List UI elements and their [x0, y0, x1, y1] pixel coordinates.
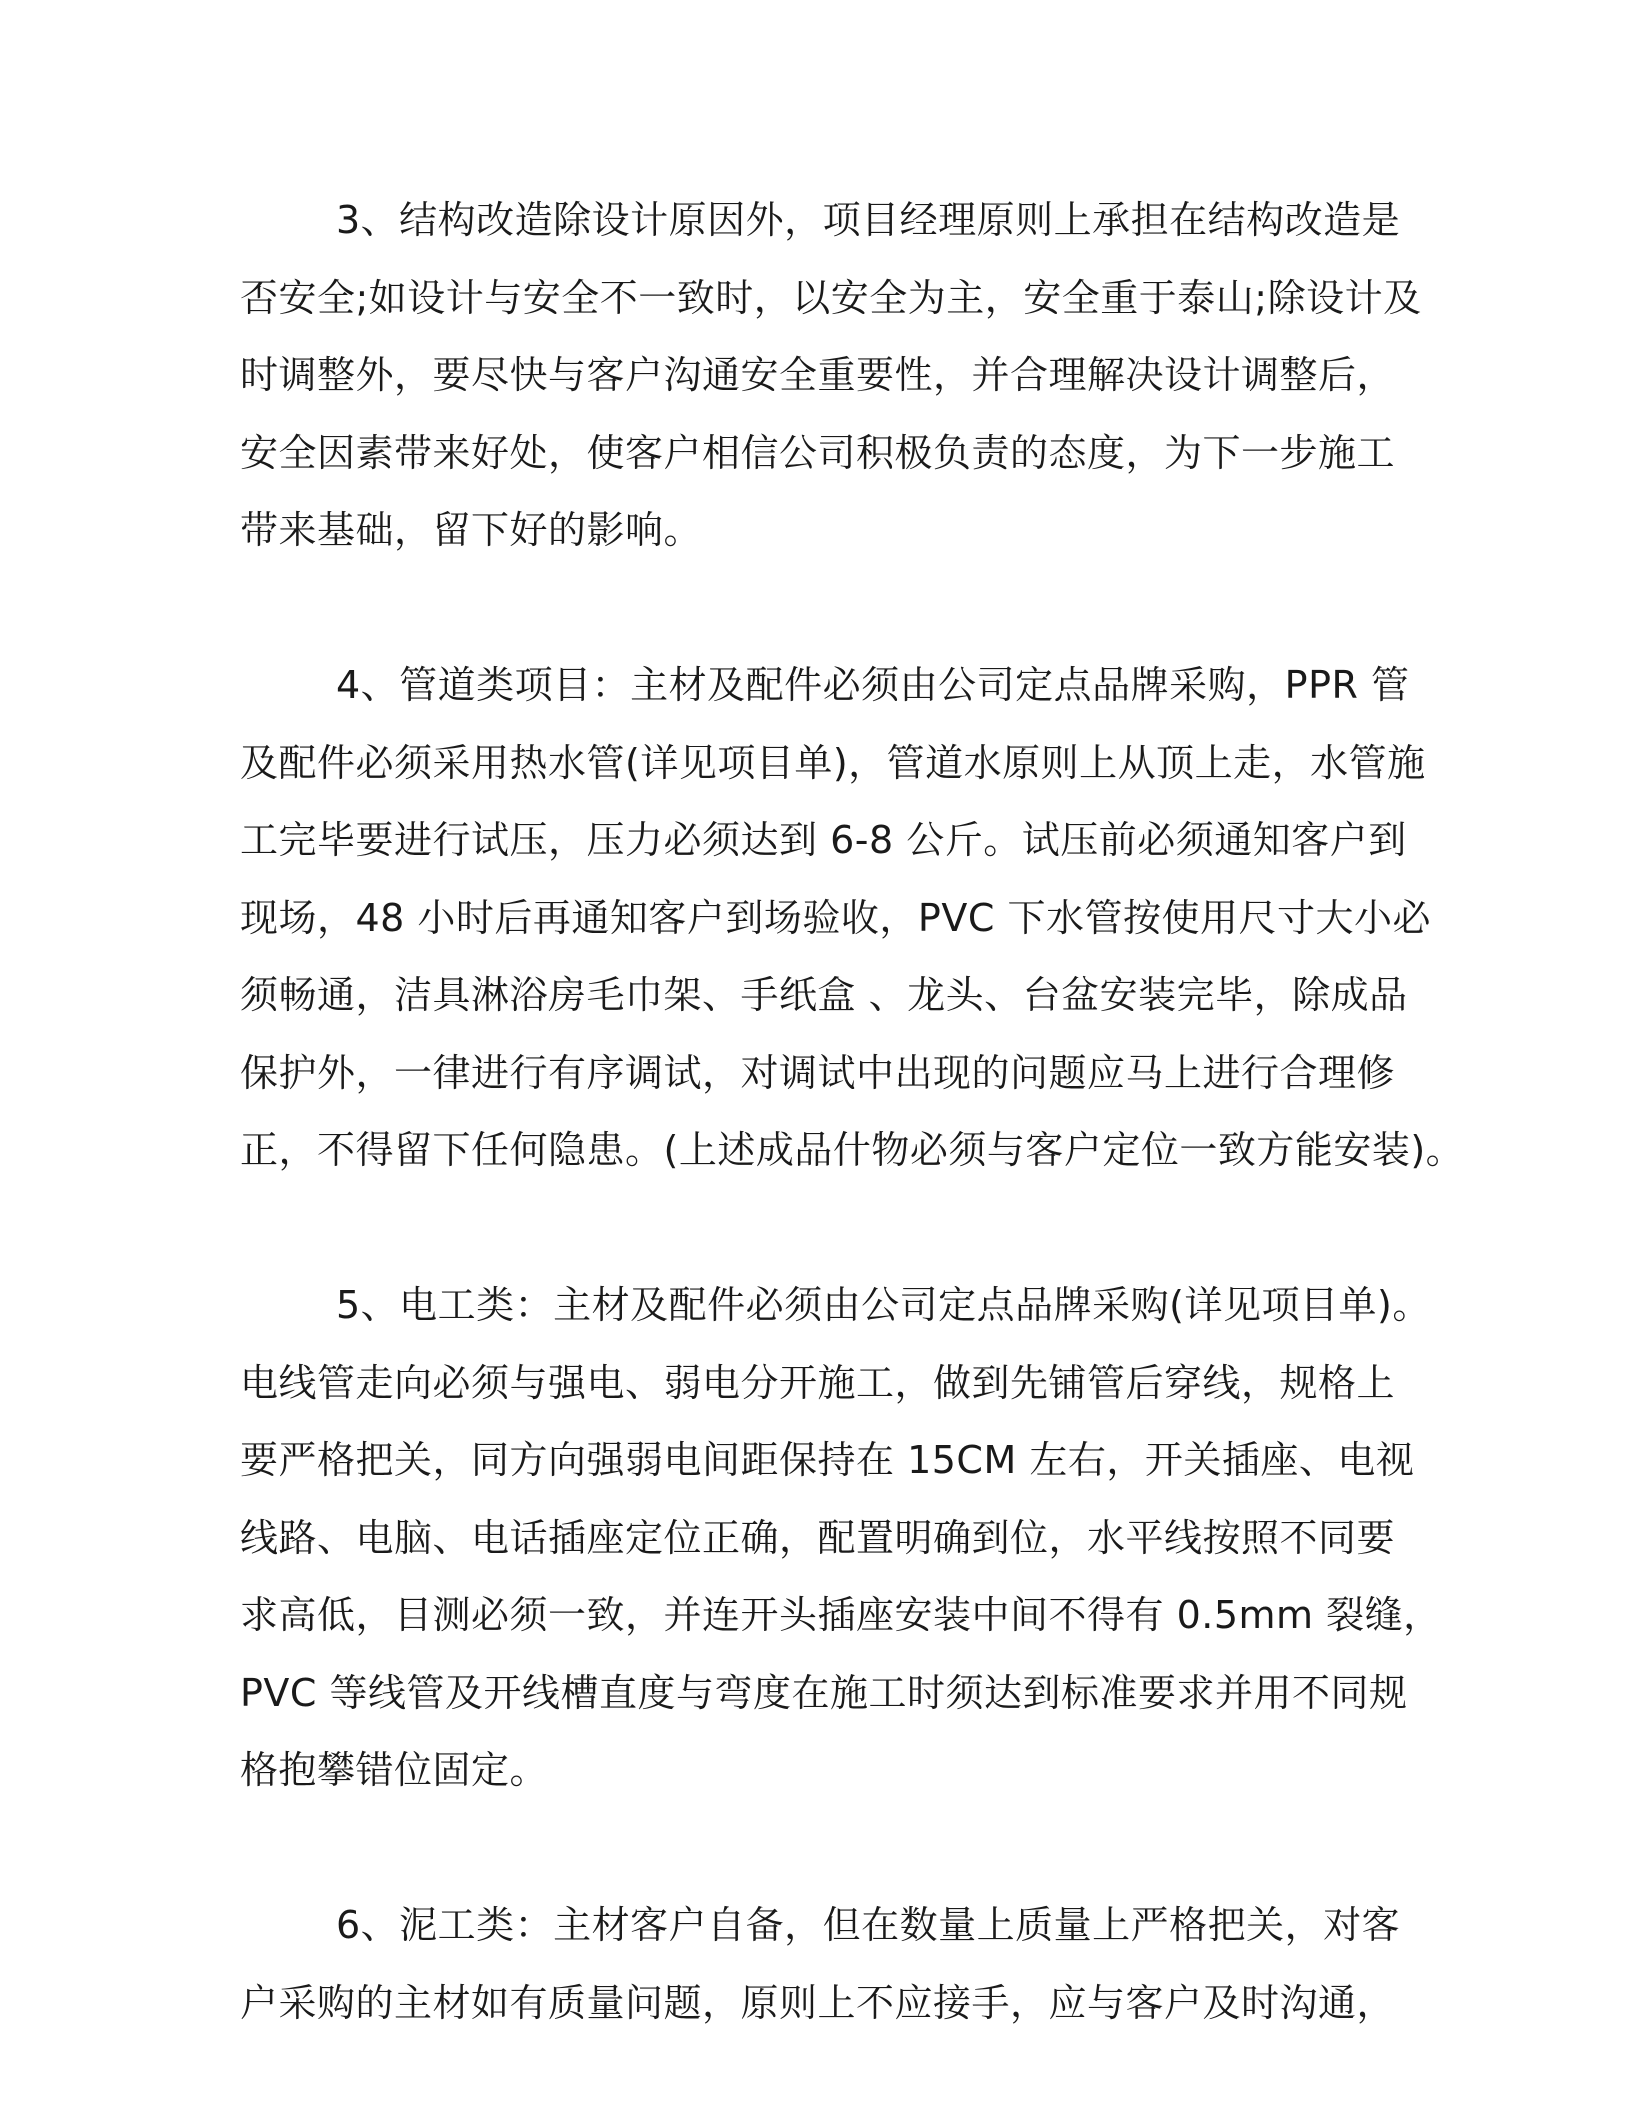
paragraph-line: 须畅通，洁具淋浴房毛巾架、手纸盒 、龙头、台盆安装完毕，除成品: [240, 973, 1408, 1017]
paragraph-4: [240, 655, 1465, 1198]
paragraph-5: [240, 1275, 1442, 1818]
paragraph-line: 要严格把关，同方向强弱电间距保持在 15CM 左右，开关插座、电视: [240, 1438, 1415, 1482]
paragraph-line: 格抱攀错位固定。: [240, 1748, 549, 1792]
paragraph-line: PVC 等线管及开线槽直度与弯度在施工时须达到标准要求并用不同规: [240, 1670, 1408, 1715]
paragraph-line: 工完毕要进行试压，压力必须达到 6-8 公斤。试压前必须通知客户到: [240, 818, 1407, 862]
paragraph-line: 否安全;如设计与安全不一致时，以安全为主，安全重于泰山;除设计及: [240, 275, 1422, 320]
paragraph-line: 时调整外，要尽快与客户沟通安全重要性，并合理解决设计调整后，: [240, 353, 1396, 397]
paragraph-spacer: [240, 1198, 1420, 1276]
paragraph-line: 正，不得留下任何隐患。(上述成品什物必须与客户定位一致方能安装)。: [240, 1128, 1465, 1172]
paragraph-line: 保护外，一律进行有序调试，对调试中出现的问题应马上进行合理修: [240, 1050, 1396, 1095]
paragraph-line: 带来基础，留下好的影响。: [240, 508, 703, 552]
paragraph-line: 5、电工类：主材及配件必须由公司定点品牌采购(详见项目单)。: [336, 1283, 1431, 1327]
paragraph-6: [240, 1895, 1420, 2050]
paragraph-line: 线路、电脑、电话插座定位正确，配置明确到位，水平线按照不同要: [240, 1515, 1396, 1560]
paragraph-3: [240, 190, 1420, 578]
paragraph-line: 户采购的主材如有质量问题，原则上不应接手，应与客户及时沟通，: [240, 1980, 1396, 2025]
paragraph-line: 求高低，目测必须一致，并连开头插座安装中间不得有 0.5mm 裂缝，: [240, 1593, 1442, 1637]
document-body: [240, 190, 1465, 2050]
paragraph-line: 6、泥工类：主材客户自备，但在数量上质量上严格把关，对客: [336, 1903, 1401, 1947]
paragraph-line: 电线管走向必须与强电、弱电分开施工，做到先铺管后穿线，规格上: [240, 1360, 1396, 1405]
paragraph-spacer: [240, 578, 1420, 656]
paragraph-line: 现场，48 小时后再通知客户到场验收，PVC 下水管按使用尺寸大小必: [240, 895, 1431, 940]
paragraph-line: 3、结构改造除设计原因外，项目经理原则上承担在结构改造是: [336, 198, 1401, 242]
paragraph-line: 安全因素带来好处，使客户相信公司积极负责的态度，为下一步施工: [240, 430, 1396, 475]
paragraph-line: 及配件必须采用热水管(详见项目单)，管道水原则上从顶上走，水管施: [240, 740, 1426, 785]
paragraph-line: 4、管道类项目：主材及配件必须由公司定点品牌采购，PPR 管: [336, 663, 1410, 707]
paragraph-spacer: [240, 1818, 1420, 1896]
